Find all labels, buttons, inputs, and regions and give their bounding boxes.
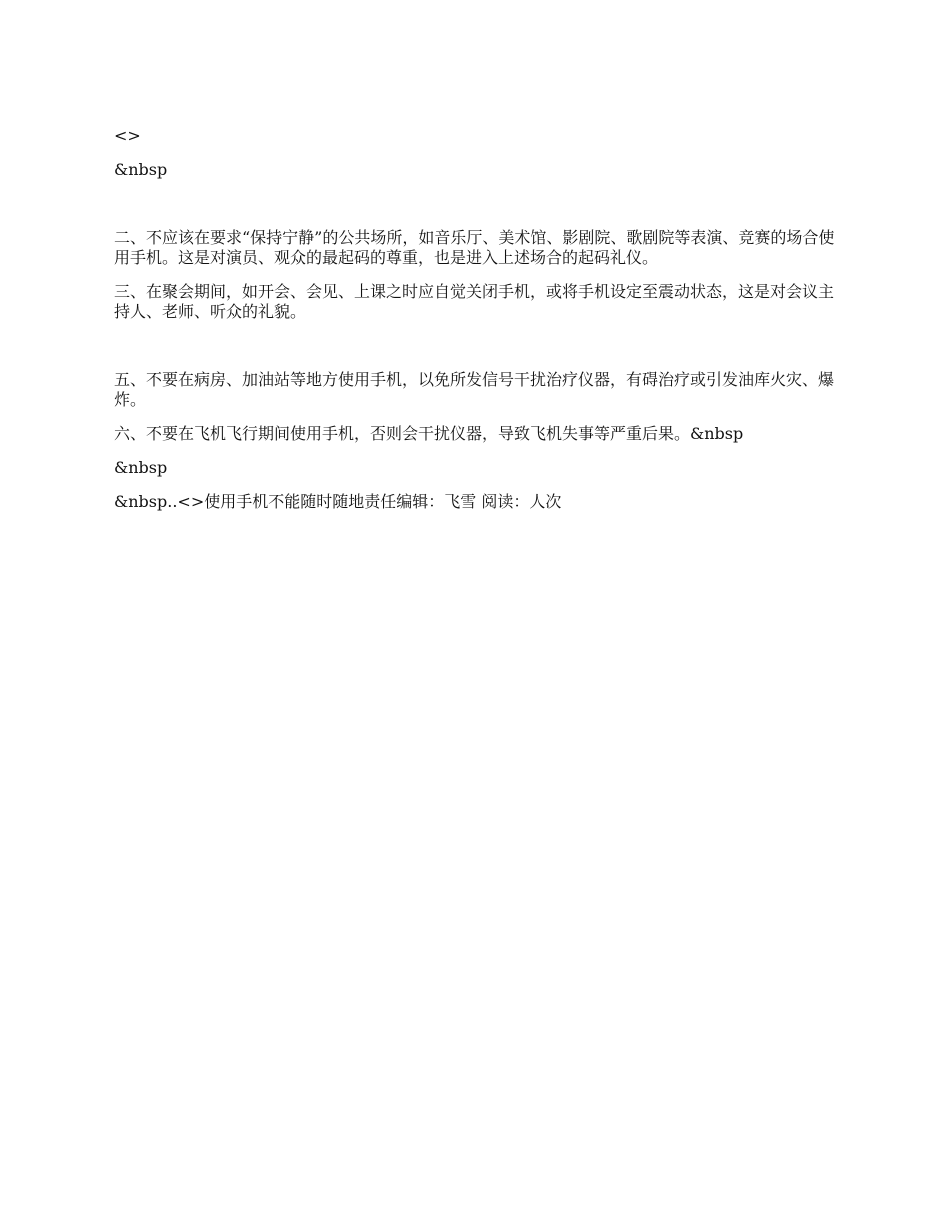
paragraph-rule-two: 二、不应该在要求“保持宁静”的公共场所，如音乐厅、美术馆、影剧院、歌剧院等表演、竞赛的场合使用手机。这是对演员、观众的最起码的尊重，也是进入上述场合的起码礼仪。 [114,228,835,267]
paragraph-nbsp: &nbsp [114,160,168,179]
paragraph-footer: &nbsp..<>使用手机不能随时随地责任编辑：飞雪 阅读：人次 [114,492,562,511]
paragraph-rule-three: 三、在聚会期间，如开会、会见、上课之时应自觉关闭手机，或将手机设定至震动状态，这是对会议主持人、老师、听众的礼貌。 [114,282,835,321]
paragraph-gap [114,336,844,370]
paragraph-rule-six: 六、不要在飞机飞行期间使用手机，否则会干扰仪器，导致飞机失事等严重后果。&nbsp [114,424,744,443]
paragraph-gap [114,194,844,228]
paragraph-nbsp: &nbsp [114,458,168,477]
paragraph-placeholder-tag: <> [114,126,141,145]
document-body [114,126,844,526]
paragraph-rule-five: 五、不要在病房、加油站等地方使用手机，以免所发信号干扰治疗仪器，有碍治疗或引发油库火灾、爆炸。 [114,370,835,409]
